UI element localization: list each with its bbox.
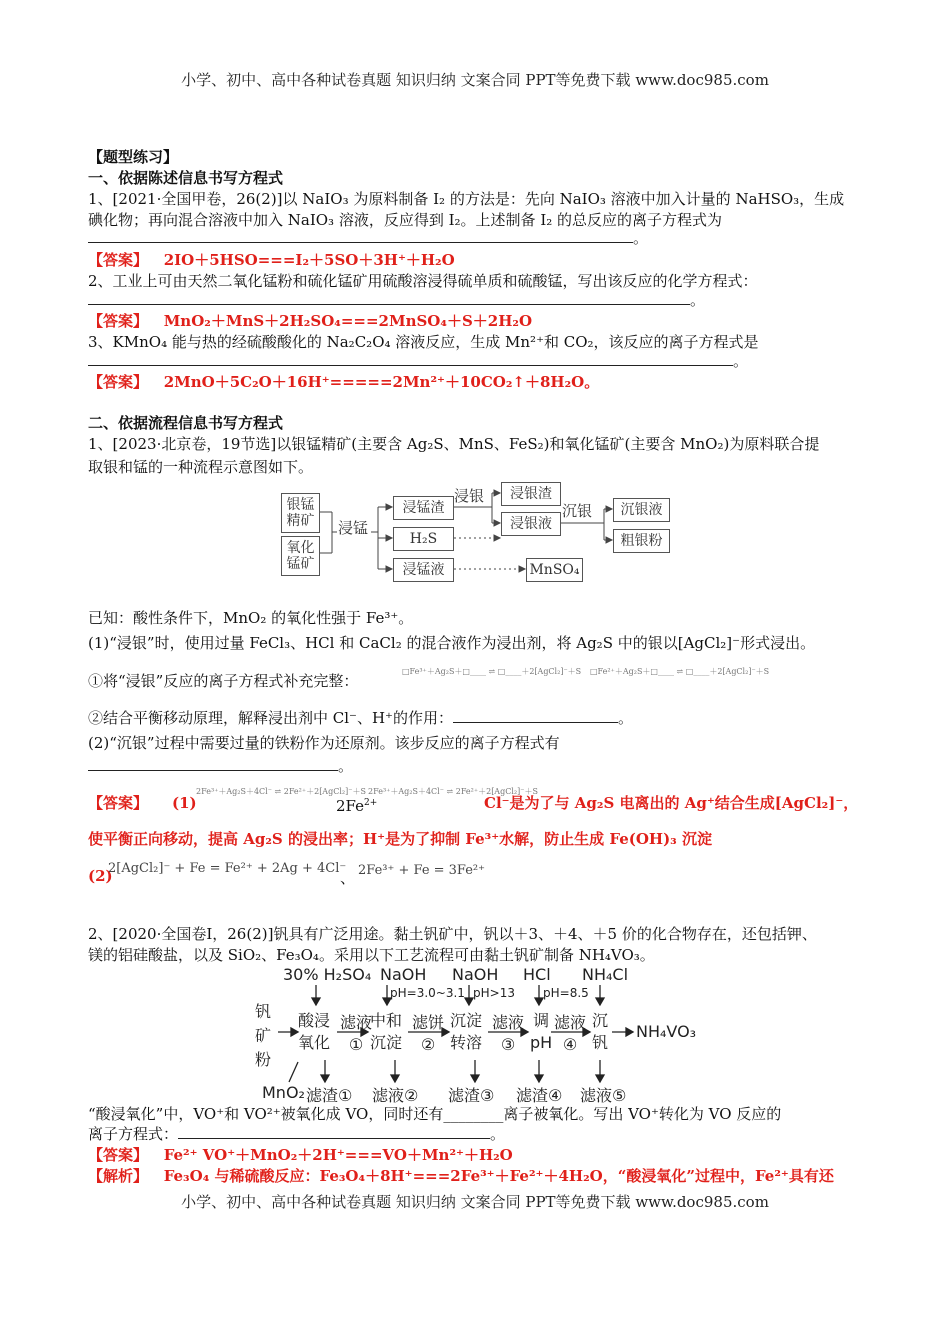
flow-step-leach-ag: 浸银 <box>454 487 485 505</box>
filtrate-5: 滤液⑤ <box>580 1086 627 1105</box>
flow-box-ag-residue: 浸银渣 <box>501 482 561 506</box>
section-title: 【题型练习】 <box>88 148 179 166</box>
p2q1-sub1a: ①将“浸银”反应的离子方程式补充完整： <box>88 672 359 690</box>
answer-text: 2MnO＋5C₂O＋16H⁺=====2Mn²⁺＋10CO₂↑＋8H₂O。 <box>163 373 600 391</box>
filtrate-1: 滤液 ① <box>340 1013 373 1054</box>
p2q1-answer-label: 【答案】 <box>88 794 149 812</box>
step-adjust-ph: 调 pH <box>530 1011 553 1052</box>
flow-box-label: 银锰 精矿 <box>286 497 315 529</box>
p1q3-line1: 3、KMnO₄ 能与热的经硫酸酸化的 Na₂C₂O₄ 溶液反应，生成 Mn²⁺和 CO₂，该反应的离子方程式是 <box>88 333 759 351</box>
filtrate-4: 滤液 ④ <box>554 1013 587 1054</box>
residue-4: 滤渣④ <box>516 1086 563 1105</box>
reagent-hcl: HCl <box>523 965 551 984</box>
filtrate-2: 滤液② <box>372 1086 419 1105</box>
answer-label: 【答案】 <box>88 1146 149 1164</box>
condition-ph-3: pH=3.0~3.1 <box>390 986 465 1000</box>
p1q1-line2: 碘化物；再向混合溶液中加入 NaIO₃ 溶液，反应得到 I₂。上述制备 I₂ 的总反应的离子方程式为 <box>88 211 723 229</box>
flow-step-precipitate-ag: 沉银 <box>562 502 593 520</box>
answer-blank[interactable] <box>178 1124 490 1139</box>
product-nh4vo3: NH₄VO₃ <box>636 1022 697 1041</box>
flow-box-mn-leachate: 浸锰液 <box>393 558 454 582</box>
flow-box-mn-residue: 浸锰渣 <box>393 496 454 520</box>
p2q1-line1: 1、[2023·北京卷，19节选]以银锰精矿(主要含 Ag₂S、MnS、FeS₂)和氧化锰矿(主要含 MnO₂)为原料联合提 <box>88 435 820 453</box>
sub2-end: 。 <box>338 757 354 775</box>
step-precipitate-vanadium: 沉 钒 <box>592 1011 609 1052</box>
answer-label: 【答案】 <box>88 373 149 391</box>
p1q2-end: 。 <box>690 291 706 309</box>
input-mno2: MnO₂ <box>262 1083 305 1102</box>
flow-box-ag-leachate: 浸银液 <box>501 512 561 536</box>
page-header: 小学、初中、高中各种试卷真题 知识归纳 文案合同 PPT等免费下载 www.doc985.com <box>181 71 769 89</box>
step-precipitate-dissolve: 沉淀 转溶 <box>450 1011 483 1052</box>
p1q1-end: 。 <box>633 229 649 247</box>
p2q1-answer2-sep: 、 <box>340 869 356 887</box>
sub1b-end: 。 <box>617 709 633 727</box>
residue-3: 滤渣③ <box>448 1086 495 1105</box>
p2q1-known: 已知：酸性条件下，MnO₂ 的氧化性强于 Fe³⁺。 <box>88 609 414 627</box>
page-footer: 小学、初中、高中各种试卷真题 知识归纳 文案合同 PPT等免费下载 www.doc985.com <box>181 1193 769 1211</box>
analysis-text: Fe₃O₄ 与稀硫酸反应：Fe₃O₄＋8H⁺===2Fe³⁺＋Fe²⁺＋4H₂O，“酸浸氧化”过程中，Fe²⁺具有还 <box>163 1167 834 1185</box>
p1q1-line1: 1、[2021·全国甲卷，26(2)]以 NaIO₃ 为原料制备 I₂ 的方法是：先向 NaIO₃ 溶液中加入计量的 NaHSO₃，生成 <box>88 190 845 208</box>
flow-box-mnso4: MnSO₄ <box>526 558 583 582</box>
step-neutralize-precipitate: 中和 沉淀 <box>370 1011 403 1052</box>
p1q3-end: 。 <box>733 352 749 370</box>
p2q2-line1: 2、[2020·全国卷Ⅰ，26(2)]钒具有广泛用途。黏土钒矿中，钒以＋3、＋4、＋5 价的化合物存在，还包括钾、 <box>88 925 817 943</box>
answer-text: MnO₂＋MnS＋2H₂SO₄===2MnSO₄＋S＋2H₂O <box>163 312 533 330</box>
equation-image-right: □Fe²⁺＋Ag₂S＋□____ ⇌ □____＋2[AgCl₂]⁻＋S <box>590 667 770 676</box>
flow-box-crude-silver: 粗银粉 <box>613 529 670 553</box>
answer-mid-text: 2Fe <box>336 797 365 815</box>
answer-mid-sup: 2+ <box>364 798 378 808</box>
condition-ph-13: pH>13 <box>473 986 515 1000</box>
reagent-naoh-2: NaOH <box>452 965 499 984</box>
p2q1-answer1-line2: 使平衡正向移动，提高 Ag₂S 的浸出率；H⁺是为了抑制 Fe³⁺水解，防止生成 Fe(OH)₃ 沉淀 <box>88 830 712 848</box>
flow-box-ag-filtrate: 沉银液 <box>613 498 670 522</box>
text2-end: 。 <box>490 1125 506 1143</box>
sub1b-text: ②结合平衡移动原理，解释浸出剂中 Cl⁻、H⁺的作用： <box>88 709 453 727</box>
reagent-h2so4: 30% H₂SO₄ <box>283 965 372 984</box>
answer-text: 2IO＋5HSO===I₂＋5SO＋3H⁺＋H₂O <box>163 251 455 269</box>
vanadium-ore-powder: 钒 矿 粉 <box>255 1002 272 1069</box>
filter-cake-2: 滤饼 ② <box>412 1013 445 1054</box>
reagent-nh4cl: NH₄Cl <box>582 965 629 984</box>
equation-image-left: □Fe³⁺＋Ag₂S＋□____ ⇌ □____＋2[AgCl₂]⁻＋S <box>402 667 582 676</box>
flow-box-label: 氧化 锰矿 <box>286 540 315 572</box>
answer-text: Fe²⁺ VO⁺＋MnO₂＋2H⁺===VO＋Mn²⁺＋H₂O <box>163 1146 513 1164</box>
p2q1-sub2: (2)“沉银”过程中需要过量的铁粉作为还原剂。该步反应的离子方程式有 <box>88 734 560 752</box>
text2-label: 离子方程式： <box>88 1125 179 1143</box>
p2q1-answer2-eq2: 2Fe³⁺ + Fe = 3Fe²⁺ <box>358 863 486 878</box>
flow-box-h2s: H₂S <box>393 527 454 551</box>
p2q1-answer1-text: Cl⁻是为了与 Ag₂S 电离出的 Ag⁺结合生成[AgCl₂]⁻， <box>484 794 859 812</box>
answer-label: 【答案】 <box>88 251 149 269</box>
condition-ph-8-5: pH=8.5 <box>543 986 589 1000</box>
p2q2-line2: 镁的铝硅酸盐，以及 SiO₂、Fe₃O₄。采用以下工艺流程可由黏土钒矿制备 NH₄VO₃。 <box>88 946 655 964</box>
p2q1-sub1: (1)“浸银”时，使用过量 FeCl₃、HCl 和 CaCl₂ 的混合液作为浸出剂，将 Ag₂S 中的银以[AgCl₂]⁻形式浸出。 <box>88 634 816 652</box>
answer-label: 【答案】 <box>88 312 149 330</box>
flow-step-leach-mn: 浸锰 <box>338 519 369 537</box>
answer-equation-image: 2Fe³⁺＋Ag₂S＋4Cl⁻ ⇌ 2Fe²⁺＋2[AgCl₂]⁻＋S <box>196 787 366 796</box>
p2q1-answer2-prefix: (2) <box>88 867 113 885</box>
reagent-naoh-1: NaOH <box>380 965 427 984</box>
p2q1-answer2-eq1: 2[AgCl₂]⁻ + Fe = Fe²⁺ + 2Ag + 4Cl⁻ <box>108 861 347 876</box>
p2q2-answer <box>88 1145 513 1165</box>
p2q2-analysis <box>88 1166 834 1186</box>
part1-title: 一、依据陈述信息书写方程式 <box>88 169 284 187</box>
residue-1: 滤渣① <box>306 1086 353 1105</box>
p2q2-text2[interactable] <box>88 1124 505 1144</box>
p2q1-answer1-prefix: (1) <box>172 794 197 812</box>
answer-equation-image-2: 2Fe³⁺＋Ag₂S＋4Cl⁻ ⇌ 2Fe²⁺＋2[AgCl₂]⁻＋S <box>368 787 538 796</box>
step-acid-leach-oxidize: 酸浸 氧化 <box>298 1011 331 1052</box>
p2q1-line2: 取银和锰的一种流程示意图如下。 <box>88 458 314 476</box>
p2q2-text1: “酸浸氧化”中，VO⁺和 VO²⁺被氧化成 VO，同时还有________离子被氧化。写出 VO⁺转化为 VO 反应的 <box>88 1105 782 1123</box>
part2-title: 二、依据流程信息书写方程式 <box>88 414 284 432</box>
filtrate-3: 滤液 ③ <box>492 1013 525 1054</box>
analysis-label: 【解析】 <box>88 1167 149 1185</box>
p1q2-line1: 2、工业上可由天然二氧化锰粉和硫化锰矿用硫酸溶浸得硫单质和硫酸锰，写出该反应的化学方程式： <box>88 272 758 290</box>
